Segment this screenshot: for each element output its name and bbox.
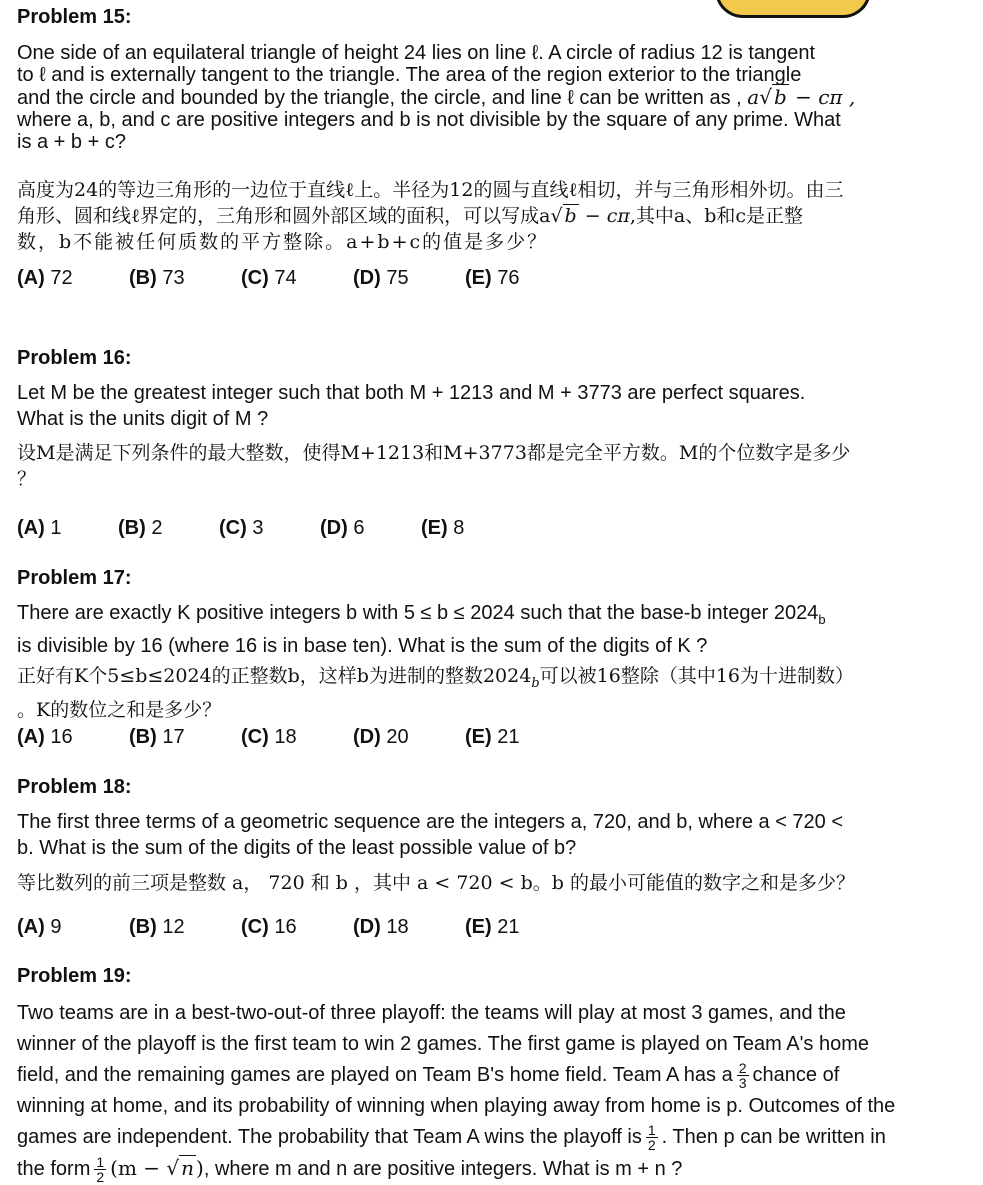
problem-statement-en: There are exactly K positive integers b with 5 ≤ b ≤ 2024 such that the base-b integer $2024_b$ is divisible by 16 (where 16 is in base ten). What is the sum of the digits of K ? [17, 602, 826, 657]
choice-b[interactable]: (B) 73 [129, 267, 185, 289]
choice-c[interactable]: (C) 74 [241, 267, 297, 289]
answer-choices [17, 915, 519, 939]
choice-a[interactable]: (A) 72 [17, 267, 73, 289]
choice-d[interactable]: (D) 6 [320, 517, 365, 539]
problem-statement-zh: 等比数列的前三项是整数 a， 720 和 b ，其中 a < 720 < b。b 的最小可能值的数字之和是多少？ [17, 872, 855, 894]
choice-d[interactable]: (D) 18 [353, 916, 409, 938]
choice-a[interactable]: (A) 9 [17, 916, 62, 938]
problem-statement-en: Two teams are in a best-two-out-of three playoff: the teams will play at most 3 games, and the winner of the playoff is the first team to win 2 games. The first game is played on Team A's home field, and the remaining games are played on Team B's home field. Team A has a $\frac{2}{3}$ chance of winning at home, and its probability of winning when playing away from home is p. Outcomes of the games are independent. The probability that Team A wins the playoff is $\frac{1}{2}$ . Then p can be written in the form $\frac{1}{2}$ (m − √ n ), where m and n are positive integers. What is m + n ? [17, 1002, 896, 1185]
problem-15 [17, 6, 965, 255]
choice-b[interactable]: (B) 2 [118, 517, 163, 539]
problem-title: Problem 18: [17, 776, 132, 798]
problem-18 [17, 776, 965, 896]
problem-16 [17, 347, 965, 492]
problem-statement-en: One side of an equilateral triangle of height 24 lies on line ℓ. A circle of radius 12 is tangent to ℓ and is externally tangent to the triangle. The area of the region exterior to the triangle and the circle and bounded by the triangle, the circle, and line ℓ can be written as , a√ b − cπ , where a, b, and c are positive integers and b is not divisible by the square of any prime. What is a + b + c? [17, 42, 856, 153]
choice-a[interactable]: (A) 16 [17, 726, 73, 748]
choice-e[interactable]: (E) 21 [465, 916, 520, 938]
choice-a[interactable]: (A) 1 [17, 517, 62, 539]
problem-title: Problem 16: [17, 347, 132, 369]
choice-d[interactable]: (D) 20 [353, 726, 409, 748]
answer-choices [17, 516, 464, 540]
problem-statement-en: The first three terms of a geometric sequence are the integers a, 720, and b, where a < 720 < b. What is the sum of the digits of the least possible value of b? [17, 811, 844, 859]
choice-b[interactable]: (B) 12 [129, 916, 185, 938]
choice-b[interactable]: (B) 17 [129, 726, 185, 748]
problem-19 [17, 965, 965, 1185]
choice-c[interactable]: (C) 16 [241, 916, 297, 938]
fraction: $\frac{1}{2}$ [647, 1122, 656, 1154]
problem-statement-zh: 设M是满足下列条件的最大整数，使得M+1213和M+3773都是完全平方数。M的个位数字是多少 ？ [17, 442, 851, 490]
choice-e[interactable]: (E) 21 [465, 726, 520, 748]
answer-choices [17, 266, 519, 290]
choice-d[interactable]: (D) 75 [353, 267, 409, 289]
choice-e[interactable]: (E) 8 [421, 517, 465, 539]
problem-statement-zh: 正好有K个5≤b≤2024的正整数b，这样b为进制的整数$2024_b$可以被16整除（其中16为十进制数） 。K的数位之和是多少？ [17, 665, 855, 721]
problem-title: Problem 19: [17, 965, 132, 987]
problem-title: Problem 17: [17, 567, 132, 589]
fraction: $\frac{1}{2}$ [96, 1154, 105, 1185]
choice-e[interactable]: (E) 76 [465, 267, 520, 289]
problem-17 [17, 567, 965, 723]
problem-statement-zh: 高度为24的等边三角形的一边位于直线ℓ上。半径为12的圆与直线ℓ相切，并与三角形相外切。由三 角形、圆和线ℓ界定的，三角形和圆外部区域的面积，可以写成a√ b − cπ,其中a、b和c是正整 数，b不能被任何质数的平方整除。a+b+c的值是多少？ [17, 179, 844, 253]
problem-statement-en: Let M be the greatest integer such that both M + 1213 and M + 3773 are perfect squares. What is the units digit of M ? [17, 382, 806, 430]
choice-c[interactable]: (C) 18 [241, 726, 297, 748]
fraction: $\frac{2}{3}$ [738, 1060, 747, 1092]
answer-choices [17, 725, 519, 749]
problem-title: Problem 15: [17, 6, 132, 28]
choice-c[interactable]: (C) 3 [219, 517, 264, 539]
